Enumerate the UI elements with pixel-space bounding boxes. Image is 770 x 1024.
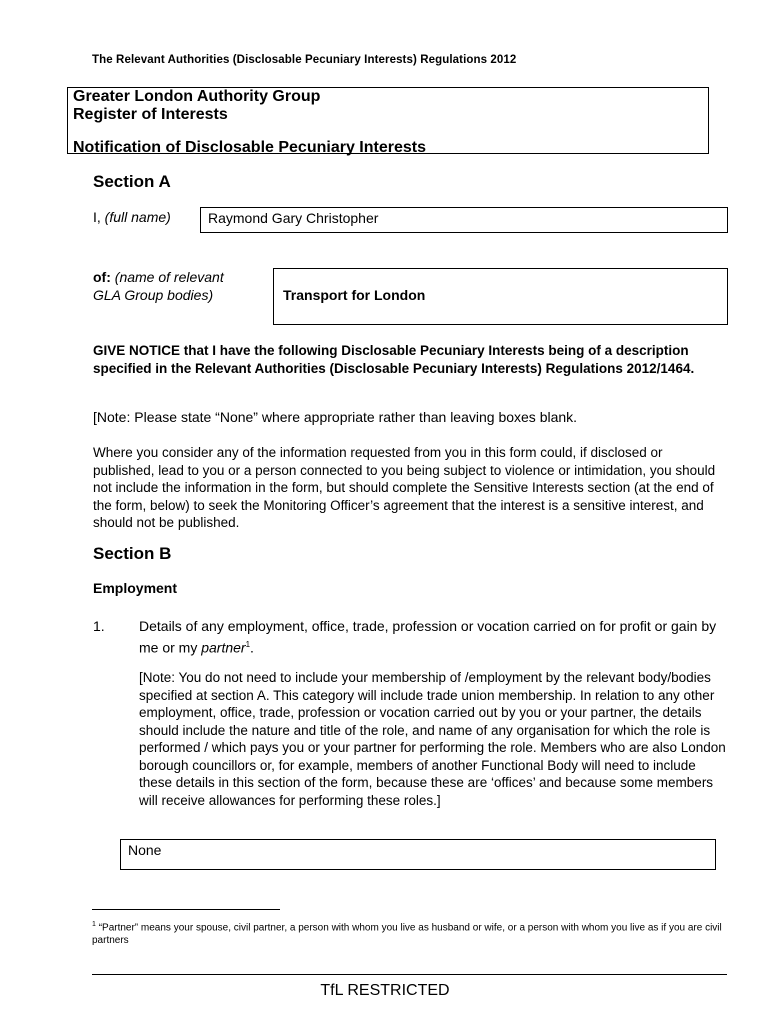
none-note: [Note: Please state “None” where appropriate rather than leaving boxes blank. xyxy=(93,409,578,425)
footer-divider xyxy=(92,974,727,975)
employment-question: Details of any employment, office, trade, profession or vocation carried on for profit or gain by me or my partner$^1$. xyxy=(139,618,717,656)
classification-footer: TfL RESTRICTED xyxy=(320,982,450,999)
employment-answer-field[interactable] xyxy=(120,839,716,870)
section-a-heading: Section A xyxy=(93,172,171,191)
employment-answer-value: None xyxy=(128,842,162,858)
employment-note: [Note: You do not need to include your membership of /employment by the relevant body/bodies specified at section A. This category will include trade union membership. In relation to any other employment, office, trade, profession or vocation carried out by you or your partner, the details should include the nature and title of the role, and name of any organisation for which the role is performed / which pays you or your partner for performing the role. Members who are also London borough councillors or, for example, members of another Functional Body will need to include these details in this section of the form, because these are ‘offices’ and because some members will receive allowances for performing these roles.] xyxy=(139,670,726,808)
employment-heading: Employment xyxy=(93,580,178,596)
title-register: Register of Interests xyxy=(73,106,228,123)
gla-bodies-value: Transport for London xyxy=(283,287,426,303)
give-notice-statement: GIVE NOTICE that I have the following Disclosable Pecuniary Interests being of a description specified in the Relevant Authorities (Disclosable Pecuniary Interests) Regulations 2012/1464. xyxy=(93,343,695,376)
footnote-ref: 1 xyxy=(245,639,251,649)
footnote-divider xyxy=(92,909,280,910)
gla-bodies-label: of: (name of relevant GLA Group bodies) xyxy=(93,269,224,303)
section-b-heading: Section B xyxy=(93,544,172,563)
item-number: 1. xyxy=(93,618,105,634)
regulations-header: The Relevant Authorities (Disclosable Pecuniary Interests) Regulations 2012 xyxy=(92,54,517,66)
title-organisation: Greater London Authority Group xyxy=(73,88,321,105)
full-name-label: I, (full name) xyxy=(93,209,171,225)
full-name-value: Raymond Gary Christopher xyxy=(208,210,379,226)
gla-bodies-field[interactable] xyxy=(273,268,728,325)
sensitive-interests-guidance: Where you consider any of the information requested from you in this form could, if disclosed or published, lead to you or a person connected to you being subject to violence or intimidation, you should not include the information in the form, but should complete the Sensitive Interests section (at the end of the form, below) to seek the Monitoring Officer’s agreement that the interest is a sensitive interest, and should not be published. xyxy=(93,445,716,530)
full-name-field[interactable] xyxy=(200,207,728,233)
footnote: $^1$ “Partner” means your spouse, civil partner, a person with whom you live as husband or wife, or a person with whom you live as if you are civil partners xyxy=(92,921,722,947)
title-notification: Notification of Disclosable Pecuniary Interests xyxy=(73,139,426,156)
